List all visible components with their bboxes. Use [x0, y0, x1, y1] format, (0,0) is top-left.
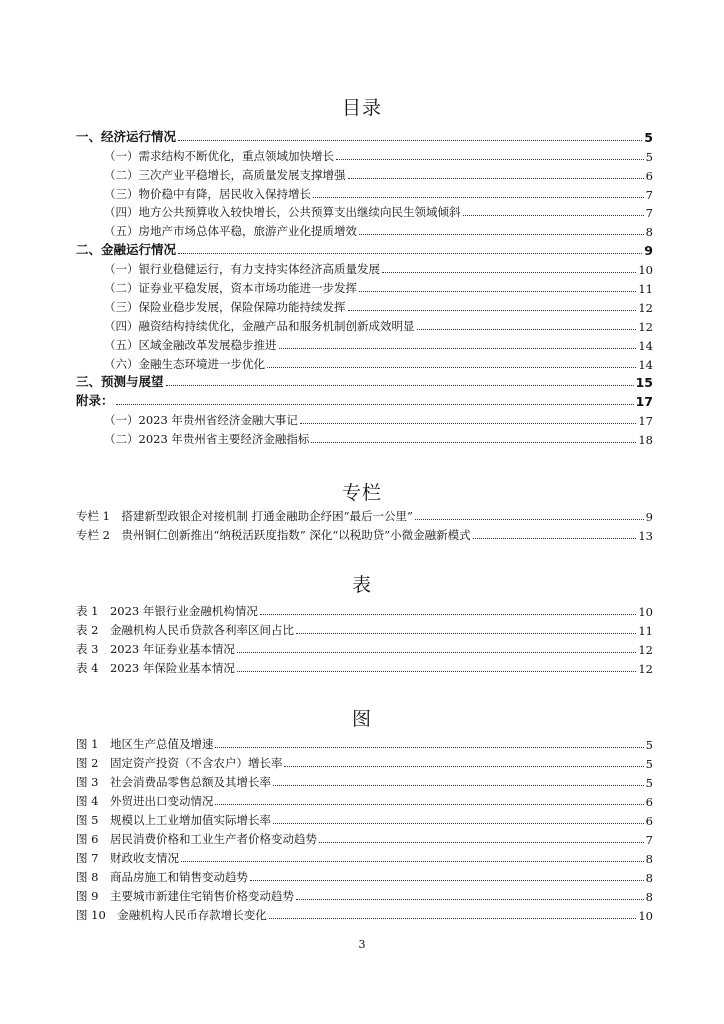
entry-page-number: 8 — [645, 852, 653, 866]
entry-page-number: 5 — [645, 149, 653, 164]
entry-page-number: 13 — [638, 529, 653, 543]
entry-label: 一、经济运行情况 — [76, 128, 177, 144]
entry-page-number: 8 — [645, 890, 653, 904]
toc-entry[interactable] — [76, 904, 653, 923]
dot-leader — [415, 519, 644, 520]
dot-leader — [382, 272, 636, 273]
entry-label: （四）融资结构持续优化，金融产品和服务机制创新成效明显 — [104, 318, 415, 333]
entry-page-number: 6 — [645, 795, 653, 809]
dot-leader — [463, 215, 644, 216]
columns-title: 专栏 — [341, 482, 382, 504]
dot-leader — [359, 234, 644, 235]
entry-label: （三）保险业稳步发展，保险保障功能持续发挥 — [104, 299, 346, 314]
columns-list — [76, 505, 653, 543]
toc-entry[interactable] — [76, 828, 653, 847]
dot-leader — [417, 329, 637, 330]
entry-label: 表 3 2023 年证券业基本情况 — [76, 642, 235, 656]
dot-leader — [348, 178, 644, 179]
toc-entry[interactable] — [76, 372, 653, 391]
entry-label: 图 2 固定资产投资（不含农户）增长率 — [76, 756, 283, 770]
toc-entry[interactable] — [76, 164, 653, 183]
entry-page-number: 10 — [638, 909, 653, 923]
entry-label: 二、金融运行情况 — [76, 242, 177, 258]
toc-entry[interactable] — [76, 315, 653, 334]
entry-label: （三）物价稳中有降，居民收入保持增长 — [104, 186, 311, 201]
entry-page-number: 6 — [645, 168, 653, 183]
toc-entry[interactable] — [76, 428, 653, 447]
dot-leader — [215, 804, 643, 805]
entry-page-number: 9 — [644, 243, 653, 259]
entry-page-number: 11 — [638, 282, 653, 297]
entry-label: 图 7 财政收支情况 — [76, 851, 179, 865]
toc-entry[interactable] — [76, 126, 653, 145]
toc-entry[interactable] — [76, 183, 653, 202]
toc-entry[interactable] — [76, 353, 653, 372]
dot-leader — [237, 671, 636, 672]
entry-label: 图 1 地区生产总值及增速 — [76, 737, 214, 751]
dot-leader — [296, 633, 636, 634]
entry-label: （二）三次产业平稳增长，高质量发展支撑增强 — [104, 167, 346, 182]
entry-page-number: 7 — [645, 206, 653, 221]
toc-entry[interactable] — [76, 334, 653, 353]
toc-entry[interactable] — [76, 505, 653, 524]
dot-leader — [178, 253, 642, 254]
dot-leader — [215, 747, 643, 748]
toc-entry[interactable] — [76, 409, 653, 428]
entry-label: （五）房地产市场总体平稳，旅游产业化提质增效 — [104, 224, 357, 239]
toc-entry[interactable] — [76, 145, 653, 164]
toc-list — [76, 126, 653, 447]
entry-label: 图 5 规模以上工业增加值实际增长率 — [76, 813, 271, 827]
dot-leader — [311, 442, 636, 443]
dot-leader — [359, 291, 636, 292]
entry-page-number: 12 — [638, 300, 653, 315]
entry-label: 附录： — [76, 393, 114, 409]
entry-label: 表 1 2023 年银行业金融机构情况 — [76, 604, 258, 618]
dot-leader — [296, 899, 644, 900]
entry-label: 表 2 金融机构人民币贷款各利率区间占比 — [76, 623, 294, 637]
entry-label: （二）证券业平稳发展，资本市场功能进一步发挥 — [104, 281, 357, 296]
dot-leader — [313, 197, 644, 198]
entry-page-number: 5 — [644, 129, 653, 145]
entry-label: 专栏 2 贵州铜仁创新推出“纳税活跃度指数” 深化“以税助贷”小微金融新模式 — [76, 528, 471, 542]
toc-entry[interactable] — [76, 809, 653, 828]
dot-leader — [279, 348, 637, 349]
entry-page-number: 14 — [638, 338, 653, 353]
entry-page-number: 8 — [645, 225, 653, 240]
toc-entry[interactable] — [76, 733, 653, 752]
toc-title: 目录 — [341, 97, 382, 119]
entry-label: （四）地方公共预算收入较快增长，公共预算支出继续向民生领域倾斜 — [104, 205, 461, 220]
toc-entry[interactable] — [76, 790, 653, 809]
toc-entry[interactable] — [76, 258, 653, 277]
entry-page-number: 5 — [645, 757, 653, 771]
dot-leader — [319, 842, 644, 843]
dot-leader — [250, 880, 644, 881]
toc-entry[interactable] — [76, 600, 653, 619]
entry-label: 图 9 主要城市新建住宅销售价格变动趋势 — [76, 889, 294, 903]
entry-page-number: 10 — [638, 263, 653, 278]
entry-label: 表 4 2023 年保险业基本情况 — [76, 661, 235, 675]
toc-entry[interactable] — [76, 866, 653, 885]
entry-label: （一）需求结构不断优化，重点领域加快增长 — [104, 148, 334, 163]
tables-list — [76, 600, 653, 676]
toc-entry[interactable] — [76, 390, 653, 409]
dot-leader — [237, 652, 636, 653]
dot-leader — [273, 823, 644, 824]
toc-entry[interactable] — [76, 771, 653, 790]
dot-leader — [267, 367, 636, 368]
entry-page-number: 9 — [645, 510, 653, 524]
entry-label: 图 3 社会消费品零售总额及其增长率 — [76, 775, 271, 789]
entry-label: （五）区域金融改革发展稳步推进 — [104, 337, 277, 352]
toc-entry[interactable] — [76, 847, 653, 866]
entry-label: 图 10 金融机构人民币存款增长变化 — [76, 908, 267, 922]
dot-leader — [260, 614, 636, 615]
dot-leader — [116, 404, 634, 405]
dot-leader — [336, 159, 644, 160]
entry-label: （六）金融生态环境进一步优化 — [104, 356, 265, 371]
entry-page-number: 8 — [645, 871, 653, 885]
entry-page-number: 11 — [638, 624, 653, 638]
tables-title: 表 — [351, 574, 372, 596]
entry-page-number: 18 — [638, 433, 653, 448]
toc-entry[interactable] — [76, 277, 653, 296]
entry-page-number: 17 — [635, 394, 653, 410]
dot-leader — [300, 423, 636, 424]
entry-label: 三、预测与展望 — [76, 374, 164, 390]
entry-page-number: 5 — [645, 738, 653, 752]
entry-page-number: 7 — [645, 833, 653, 847]
toc-entry[interactable] — [76, 638, 653, 657]
toc-entry[interactable] — [76, 657, 653, 676]
entry-page-number: 7 — [645, 187, 653, 202]
entry-page-number: 12 — [638, 319, 653, 334]
entry-page-number: 14 — [638, 357, 653, 372]
entry-label: （一）2023 年贵州省经济金融大事记 — [104, 413, 298, 428]
page-number: 3 — [358, 938, 366, 951]
entry-label: （二）2023 年贵州省主要经济金融指标 — [104, 432, 310, 447]
entry-page-number: 12 — [638, 643, 653, 657]
entry-label: （一）银行业稳健运行，有力支持实体经济高质量发展 — [104, 262, 380, 277]
dot-leader — [273, 785, 644, 786]
dot-leader — [269, 918, 637, 919]
dot-leader — [178, 140, 642, 141]
entry-page-number: 10 — [638, 605, 653, 619]
entry-label: 图 4 外贸进出口变动情况 — [76, 794, 214, 808]
entry-label: 专栏 1 搭建新型政银企对接机制 打通金融助企纾困“最后一公里” — [76, 509, 413, 523]
entry-label: 图 6 居民消费价格和工业生产者价格变动趋势 — [76, 832, 317, 846]
entry-label: 图 8 商品房施工和销售变动趋势 — [76, 870, 248, 884]
entry-page-number: 6 — [645, 814, 653, 828]
toc-entry[interactable] — [76, 239, 653, 258]
entry-page-number: 17 — [638, 414, 653, 429]
toc-entry[interactable] — [76, 296, 653, 315]
figures-list — [76, 733, 653, 923]
entry-page-number: 15 — [635, 375, 653, 391]
dot-leader — [348, 310, 637, 311]
entry-page-number: 5 — [645, 776, 653, 790]
toc-entry[interactable] — [76, 220, 653, 239]
dot-leader — [284, 766, 643, 767]
dot-leader — [166, 385, 634, 386]
toc-entry[interactable] — [76, 752, 653, 771]
figures-title: 图 — [351, 708, 372, 730]
toc-entry[interactable] — [76, 524, 653, 543]
toc-entry[interactable] — [76, 885, 653, 904]
dot-leader — [181, 861, 644, 862]
entry-page-number: 12 — [638, 662, 653, 676]
toc-entry[interactable] — [76, 202, 653, 221]
toc-entry[interactable] — [76, 619, 653, 638]
dot-leader — [473, 538, 637, 539]
